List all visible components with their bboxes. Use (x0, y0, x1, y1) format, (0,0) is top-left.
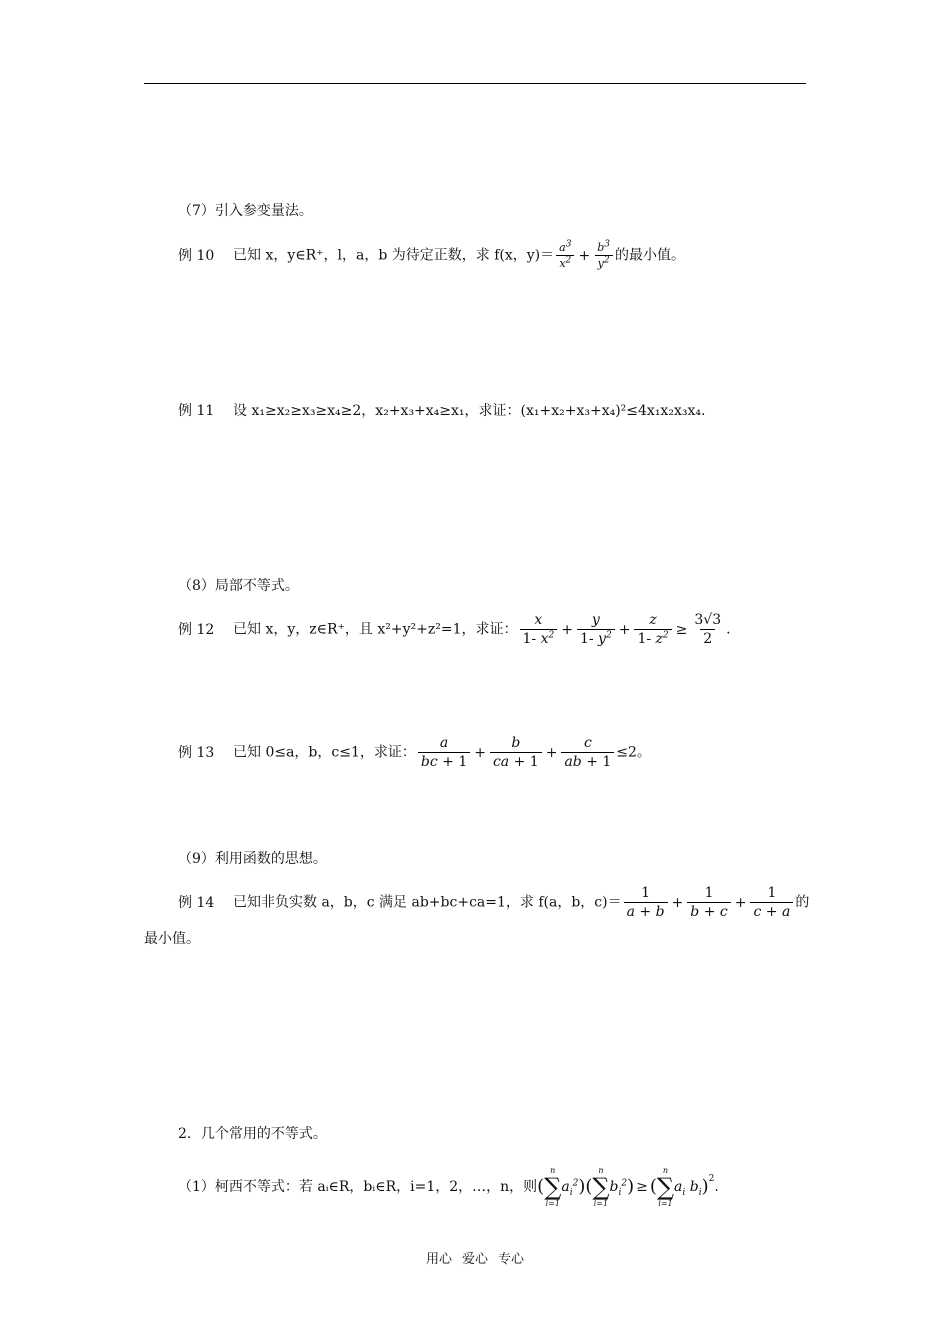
example-14-label: 例 14 (178, 894, 215, 911)
section-2-title: 2．几个常用的不等式。 (178, 1126, 327, 1142)
fraction-3sqrt3-over-2: $\frac{3√3}{2}$ (694, 612, 722, 647)
fraction-a-over-bc1: $\frac{a}{bc + 1}$ (418, 734, 470, 771)
cauchy-text: （1）柯西不等式：若 aᵢ∈R，bᵢ∈R，i=1，2，…，n，则 (178, 1179, 538, 1195)
example-11-text: 设 x₁≥x₂≥x₃≥x₄≥2，x₂+x₃+x₄≥x₁，求证：(x₁+x₂+x₃+x₄)²≤4x₁x₂x₃x₄. (233, 403, 706, 419)
section-8-title: （8）局部不等式。 (178, 578, 299, 594)
footer-word-1: 用心 (425, 1252, 452, 1267)
footer-word-2: 爱心 (461, 1252, 488, 1267)
cauchy-tail: . (714, 1179, 719, 1195)
footer-word-3: 专心 (498, 1252, 525, 1267)
example-14-tail: 的 (795, 894, 810, 911)
example-10-text: 已知 x，y∈R⁺，l，a，b 为待定正数，求 f(x，y)＝ (233, 247, 555, 264)
example-13-text: 已知 0≤a，b，c≤1，求证： (233, 744, 416, 761)
example-14-text: 已知非负实数 a，b，c 满足 ab+bc+ca=1，求 f(a，b，c)＝ (233, 894, 622, 911)
fraction-y-over-1-y2: $\frac{y}{1- y^2}$ (577, 611, 615, 648)
example-10-tail: 的最小值。 (614, 247, 685, 264)
example-12: 例 12 已知 x，y，z∈R⁺，且 x²+y²+z²=1，求证： $\frac{x}{1- x^2}$ + $\frac{y}{1- y^2}$ + $\frac{z}{1- z^2}$ ≥ $\frac{3√3}{2}$ . (178, 612, 731, 647)
fraction-x-over-1-x2: $\frac{x}{1- x^2}$ (520, 611, 558, 648)
fraction-1-over-a-plus-b: $\frac{1}{a + b}$ (624, 884, 668, 921)
example-12-tail: . (726, 621, 731, 638)
example-10: 例 10 已知 x，y∈R⁺，l，a，b 为待定正数，求 f(x，y)＝ $\frac{a^3}{x^2}$ + $\frac{b^3}{y^2}$ 的最小值。 (178, 239, 685, 270)
page-footer (0, 1248, 950, 1267)
fraction-z-over-1-z2: $\frac{z}{1- z^2}$ (634, 611, 671, 648)
fraction-c-over-ab1: $\frac{c}{ab + 1}$ (561, 734, 614, 771)
example-12-label: 例 12 (178, 621, 215, 638)
example-10-label: 例 10 (178, 247, 215, 264)
example-13: 例 13 已知 0≤a，b，c≤1，求证： $\frac{a}{bc + 1}$ + $\frac{b}{ca + 1}$ + $\frac{c}{ab + 1}$ ≤2。 (178, 735, 651, 770)
sum-ai2: n ∑ i=1 (544, 1166, 562, 1208)
header-rule (144, 83, 806, 84)
fraction-b-over-ca1: $\frac{b}{ca + 1}$ (490, 734, 542, 771)
cauchy-inequality: （1）柯西不等式：若 aᵢ∈R，bᵢ∈R，i=1，2，…，n，则( n ∑ i=1 $a_i^2$)( n ∑ i=1 $b_i^2$) ≥ ( n ∑ i=1 $a_i$ $b_i)^2$. (178, 1166, 719, 1208)
fraction-1-over-b-plus-c: $\frac{1}{b + c}$ (687, 884, 730, 921)
example-11-label: 例 11 (178, 403, 215, 419)
example-14: 例 14 已知非负实数 a，b，c 满足 ab+bc+ca=1，求 f(a，b，c)＝ $\frac{1}{a + b}$ + $\frac{1}{b + c}$ + $\frac{1}{c + a}$ 的 (178, 885, 810, 920)
fraction-1-over-c-plus-a: $\frac{1}{c + a}$ (750, 884, 793, 921)
example-13-label: 例 13 (178, 744, 215, 761)
example-12-text: 已知 x，y，z∈R⁺，且 x²+y²+z²=1，求证： (233, 621, 518, 638)
example-13-tail: ≤2。 (616, 744, 651, 761)
ge-sign: ≥ (675, 621, 688, 638)
example-14-line2: 最小值。 (144, 931, 200, 947)
fraction-b3-over-y2: $\frac{b^3}{y^2}$ (594, 240, 613, 271)
example-11 (178, 401, 705, 421)
sum-bi2: n ∑ i=1 (592, 1166, 610, 1208)
sum-aibi: n ∑ i=1 (656, 1166, 675, 1208)
section-7-title: （7）引入参变量法。 (178, 203, 313, 219)
section-9-title: （9）利用函数的思想。 (178, 851, 327, 867)
fraction-a3-over-x2: $\frac{a^3}{x^2}$ (556, 240, 574, 271)
